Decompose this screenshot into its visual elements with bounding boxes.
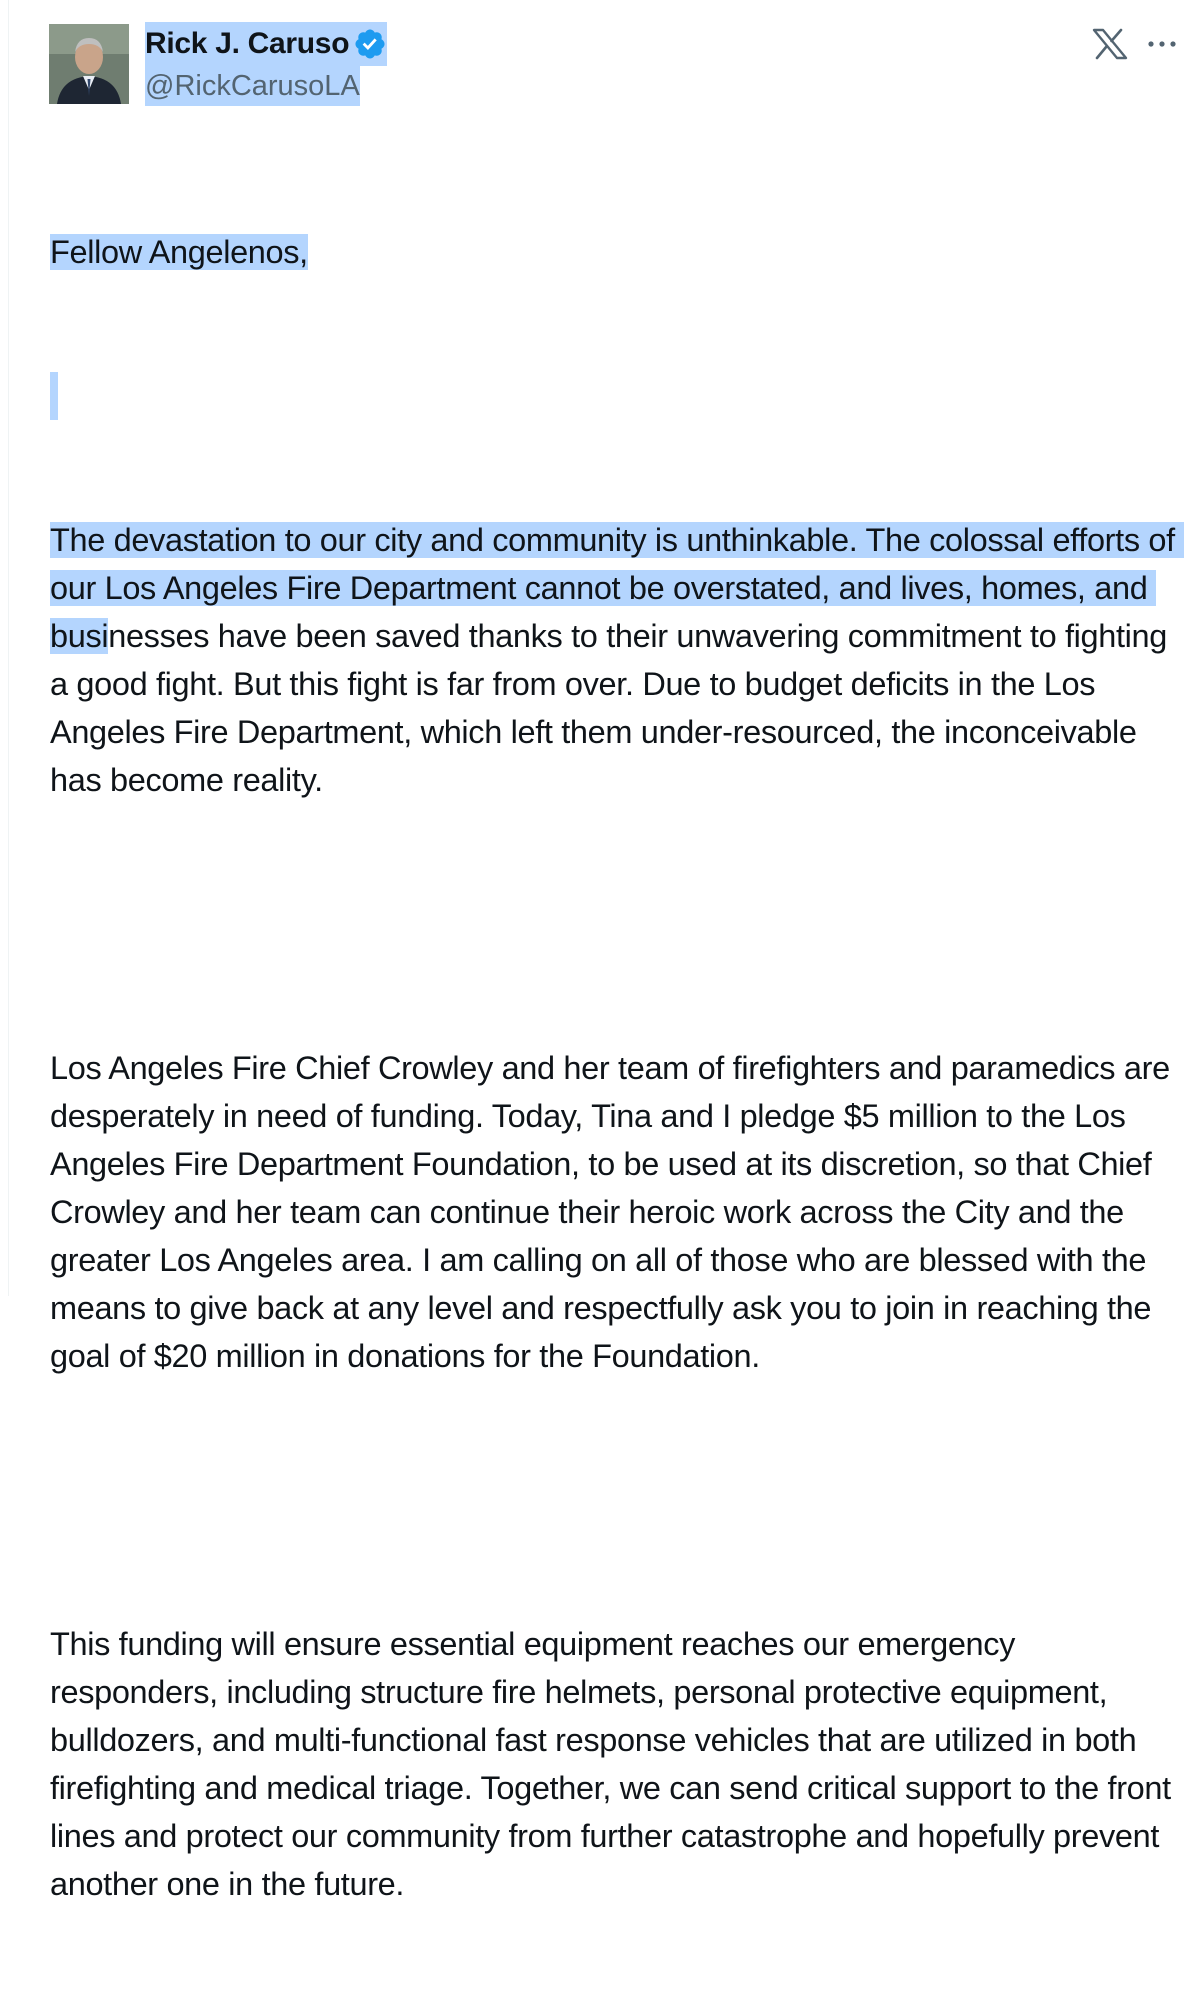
- author-handle[interactable]: @RickCarusoLA: [145, 66, 360, 106]
- avatar-photo: [49, 24, 129, 104]
- tweet-paragraph-3: This funding will ensure essential equipment reaches our emergency responders, including structure fire helmets, personal protective equipment, bulldozers, and multi-functional fast response vehicles that are utilized in both firefighting and medical triage. Together, we can send critical support to the front lines and protect our community from further catastrophe and hopefully prevent another one in the future.: [50, 1626, 1180, 1902]
- more-icon[interactable]: [1145, 30, 1179, 58]
- paragraph-spacer: [50, 1476, 1190, 1524]
- tweet-greeting: Fellow Angelenos,: [50, 234, 308, 270]
- selected-blank-line: [50, 372, 1190, 420]
- blank-line-selection: [50, 372, 58, 420]
- tweet-text: [50, 132, 1190, 2004]
- tweet-greeting-paragraph: [50, 228, 1190, 276]
- tweet-paragraph-1-selected: The devastation to our city and community is unthinkable. The colossal efforts of our Los Angeles Fire Department cannot be overstated, and lives, homes, and busi: [50, 522, 1184, 654]
- author-name[interactable]: Rick J. Caruso: [145, 27, 350, 60]
- author-block: [145, 22, 387, 106]
- paragraph-spacer: [50, 900, 1190, 948]
- tweet-paragraph-2: Los Angeles Fire Chief Crowley and her team of firefighters and paramedics are desperately in need of funding. Today, Tina and I pledge $5 million to the Los Angeles Fire Department Foundation, to be used at its discretion, so that Chief Crowley and her team can continue their heroic work across the City and the greater Los Angeles area. I am calling on all of those who are blessed with the means to give back at any level and respectfully ask you to join in reaching the goal of $20 million in donations for the Foundation.: [50, 1050, 1179, 1374]
- tweet-paragraph-1: [50, 516, 1190, 804]
- author-name-row: [145, 22, 387, 66]
- x-logo-icon[interactable]: [1093, 28, 1127, 60]
- verified-badge-icon: [353, 27, 387, 61]
- avatar[interactable]: [49, 24, 129, 104]
- author-name-selection: [145, 22, 387, 66]
- tweet-card: [8, 0, 1194, 1902]
- tweet-paragraph-1-rest: nesses have been saved thanks to their unwavering commitment to fighting a good fight. But this fight is far from over. Due to budget deficits in the Los Angeles Fire Department, which left them under-resourced, the inconceivable has become reality.: [50, 618, 1176, 798]
